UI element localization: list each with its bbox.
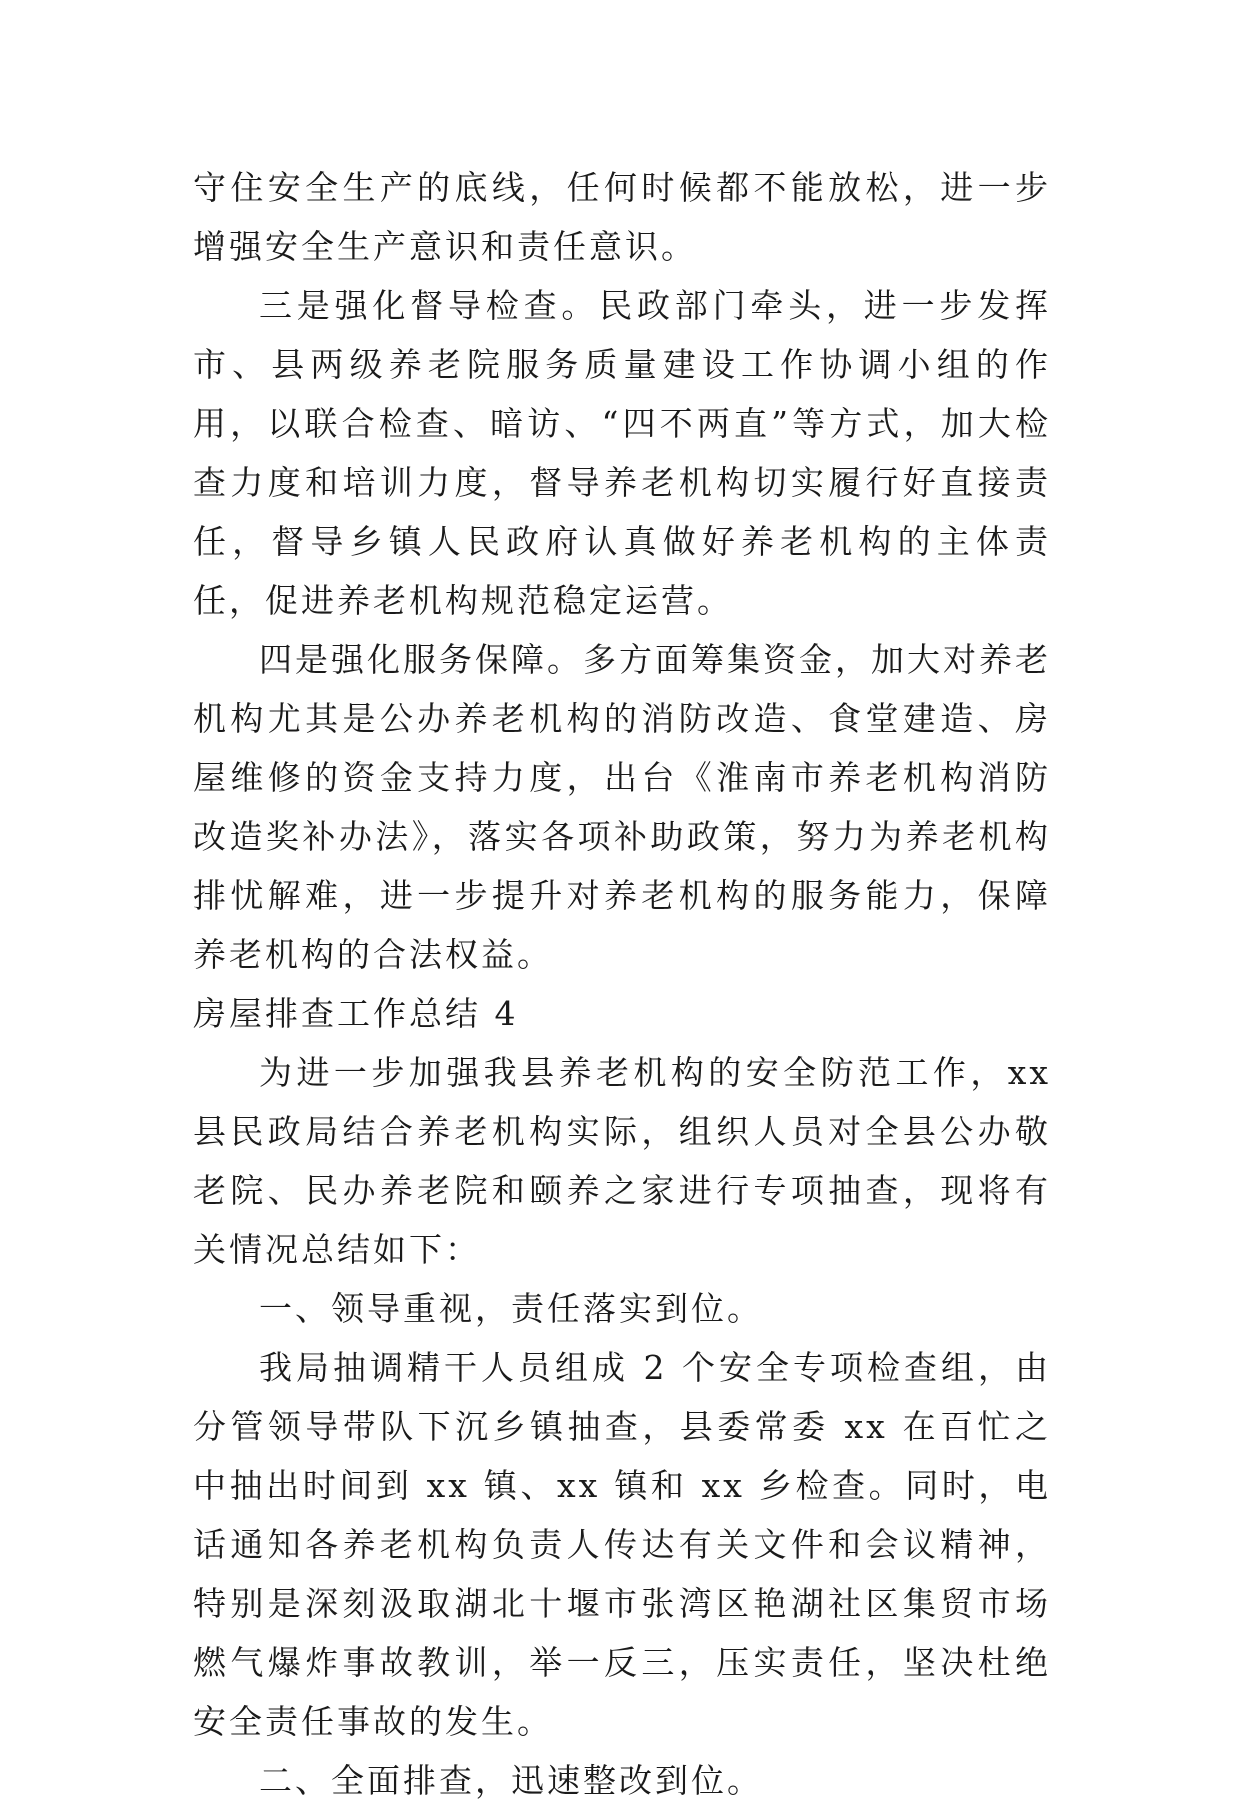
section-heading: 房屋排查工作总结 4 <box>193 994 519 1033</box>
paragraph-intro: 为进一步加强我县养老机构的安全防范工作，xx 县民政局结合养老机构实际，组织人员对全县公办敬老院、民办养老院和颐养之家进行专项抽查，现将有关情况总结如下： <box>193 1053 1051 1269</box>
paragraph-point-one-title: 一、领导重视，责任落实到位。 <box>259 1289 763 1328</box>
paragraph-service-guarantee: 四是强化服务保障。多方面筹集资金，加大对养老机构尤其是公办养老机构的消防改造、食堂建造、房屋维修的资金支持力度，出台《淮南市养老机构消防改造奖补办法》，落实各项补助政策，努力为养老机构排忧解难，进一步提升对养老机构的服务能力，保障养老机构的合法权益。 <box>193 640 1051 974</box>
paragraph-supervision: 三是强化督导检查。民政部门牵头，进一步发挥市、县两级养老院服务质量建设工作协调小组的作用，以联合检查、暗访、“四不两直”等方式，加大检查力度和培训力度，督导养老机构切实履行好直接责任，督导乡镇人民政府认真做好养老机构的主体责任，促进养老机构规范稳定运营。 <box>193 286 1051 620</box>
paragraph-continuation: 守住安全生产的底线，任何时候都不能放松，进一步增强安全生产意识和责任意识。 <box>193 168 1051 266</box>
document-body <box>193 158 1051 1810</box>
paragraph-point-one-body: 我局抽调精干人员组成 2 个安全专项检查组，由分管领导带队下沉乡镇抽查，县委常委 xx 在百忙之中抽出时间到 xx 镇、xx 镇和 xx 乡检查。同时，电话通知各养老机构负责人传达有关文件和会议精神，特别是深刻汲取湖北十堰市张湾区艳湖社区集贸市场燃气爆炸事故教训，举一反三，压实责任，坚决杜绝安全责任事故的发生。 <box>193 1348 1051 1741</box>
paragraph-point-two-title: 二、全面排查，迅速整改到位。 <box>259 1761 763 1800</box>
